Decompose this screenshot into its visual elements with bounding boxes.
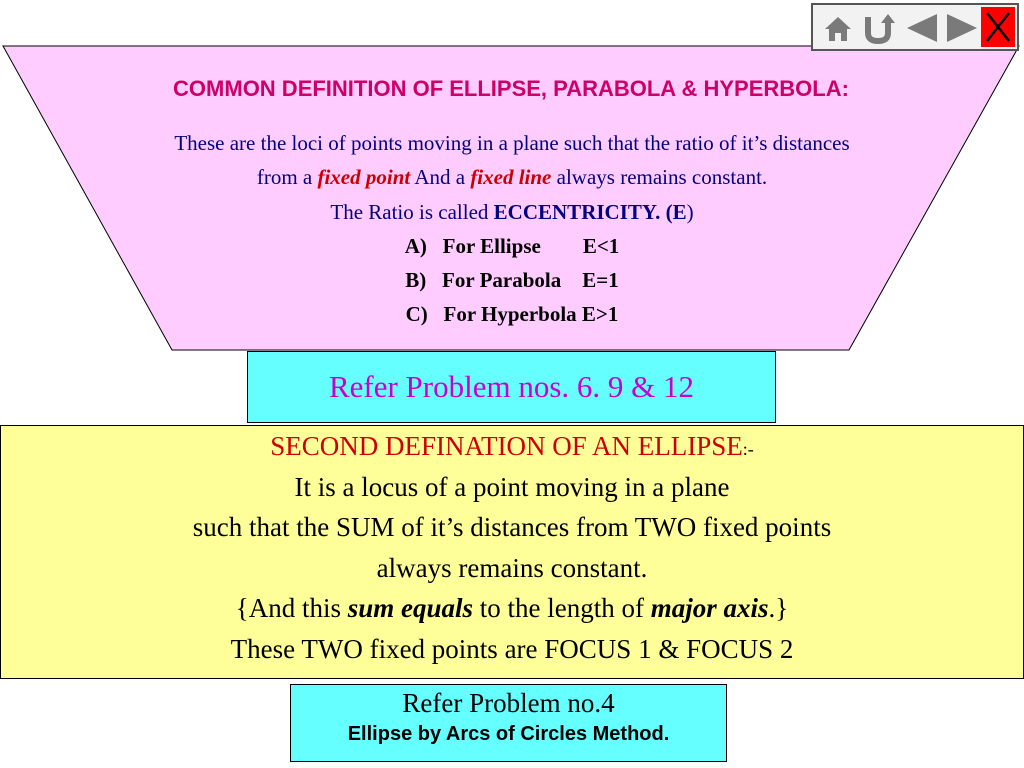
refer-problems-box[interactable] [247, 351, 776, 423]
second-definition-line-5: These TWO fixed points are FOCUS 1 & FOCUS 2 [230, 634, 794, 664]
home-icon[interactable] [821, 9, 855, 47]
second-definition-line-1: It is a locus of a point moving in a plane [294, 472, 730, 502]
previous-icon[interactable] [903, 9, 941, 47]
second-definition-panel [0, 425, 1024, 679]
refer-problems-text[interactable]: Refer Problem nos. 6. 9 & 12 [328, 369, 695, 404]
hyperbola-condition: C) For Hyperbola E>1 [405, 302, 619, 326]
definition-panel [0, 0, 1024, 360]
navigation-bar [811, 3, 1019, 51]
second-definition-line-4: {And this sum equals to the length of major axis.} [235, 593, 789, 623]
close-icon[interactable] [981, 7, 1015, 47]
next-icon[interactable] [943, 9, 981, 47]
definition-line-1: These are the loci of points moving in a plane such that the ratio of it’s distances [174, 131, 850, 155]
eccentricity-line: The Ratio is called ECCENTRICITY. (E) [330, 200, 694, 224]
refer-problem-4-box[interactable] [290, 684, 727, 762]
ellipse-arcs-method-link[interactable]: Ellipse by Arcs of Circles Method. [347, 723, 670, 745]
second-definition-title: SECOND DEFINATION OF AN ELLIPSE:- [270, 431, 754, 461]
common-definition-heading: COMMON DEFINITION OF ELLIPSE, PARABOLA & HYPERBOLA: [173, 76, 849, 101]
second-definition-line-3: always remains constant. [376, 553, 648, 583]
refer-problem-4-text[interactable]: Refer Problem no.4 [402, 688, 615, 718]
ellipse-condition: A) For Ellipse E<1 [404, 234, 620, 258]
second-definition-line-2: such that the SUM of it’s distances from TWO fixed points [192, 512, 832, 542]
parabola-condition: B) For Parabola E=1 [405, 268, 619, 292]
return-icon[interactable] [861, 9, 895, 47]
definition-line-2: from a fixed point And a fixed line always remains constant. [256, 165, 768, 189]
